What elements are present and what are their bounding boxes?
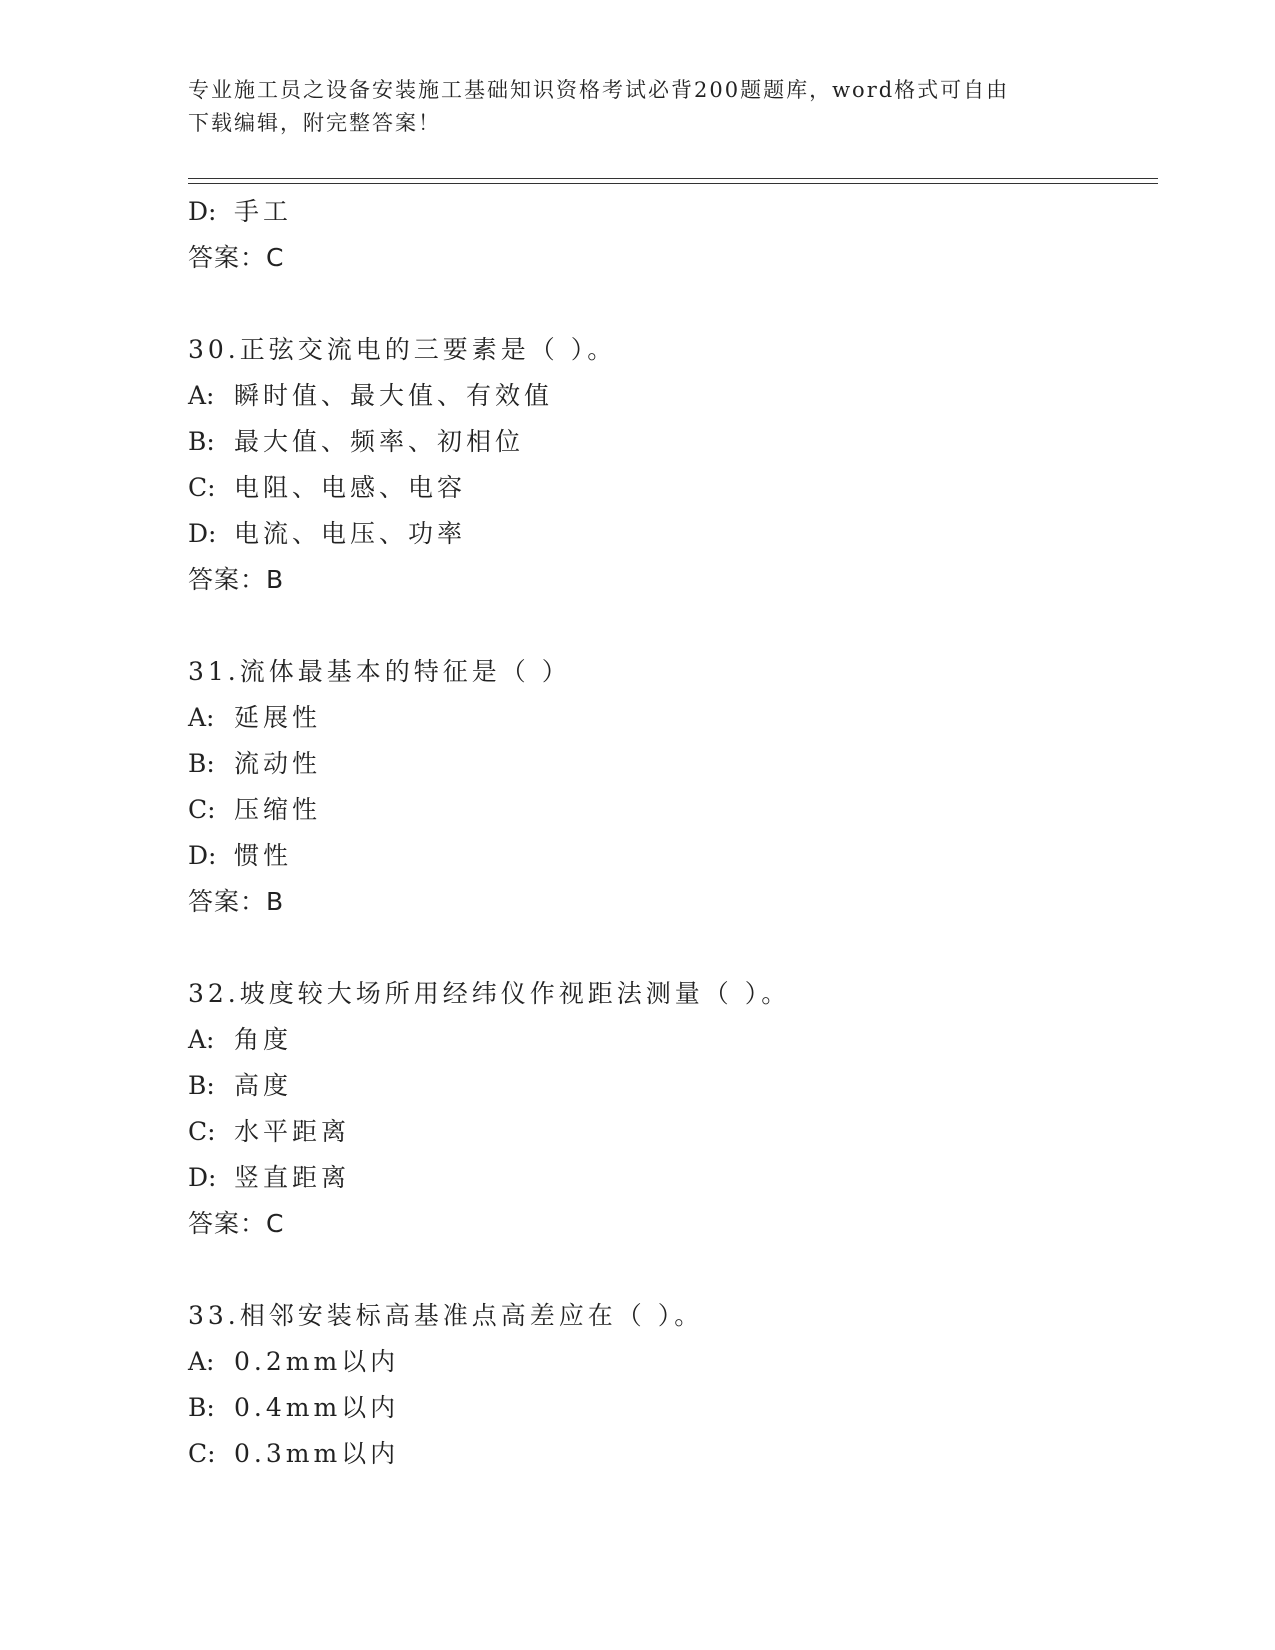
option-b bbox=[188, 419, 1158, 465]
option-text: 0.4mm以内 bbox=[234, 1393, 400, 1422]
option-d bbox=[188, 1155, 1158, 1201]
spacer bbox=[188, 281, 1158, 327]
option-label: D: bbox=[188, 1163, 217, 1192]
question-31 bbox=[188, 649, 1158, 925]
option-text: 0.3mm以内 bbox=[234, 1439, 400, 1468]
option-text: 流动性 bbox=[234, 749, 322, 778]
option-label: D: bbox=[188, 841, 217, 870]
answer: 答案：C bbox=[188, 1209, 285, 1238]
option-text: 最大值、频率、初相位 bbox=[234, 427, 525, 456]
question-33 bbox=[188, 1293, 1158, 1477]
option-text: 瞬时值、最大值、有效值 bbox=[234, 381, 554, 410]
option-text: 0.2mm以内 bbox=[234, 1347, 400, 1376]
option-d bbox=[188, 833, 1158, 879]
option-label: C: bbox=[188, 473, 216, 502]
option-c bbox=[188, 1109, 1158, 1155]
question-stem: 32.坡度较大场所用经纬仪作视距法测量（ ）。 bbox=[188, 979, 791, 1008]
option-label: B: bbox=[188, 749, 215, 778]
previous-answer: 答案：C bbox=[188, 243, 285, 272]
question-list bbox=[188, 189, 1158, 1477]
option-text: 惯性 bbox=[234, 841, 293, 870]
option-b bbox=[188, 1385, 1158, 1431]
option-c bbox=[188, 1431, 1158, 1477]
option-text: 角度 bbox=[234, 1025, 293, 1054]
header-divider-bottom bbox=[188, 183, 1158, 184]
option-a bbox=[188, 373, 1158, 419]
option-label: D: bbox=[188, 519, 217, 548]
question-stem: 31.流体最基本的特征是（ ） bbox=[188, 657, 571, 686]
spacer bbox=[188, 1247, 1158, 1293]
option-a bbox=[188, 1017, 1158, 1063]
option-label: B: bbox=[188, 1071, 215, 1100]
previous-option-d bbox=[188, 189, 1158, 235]
option-text: 手工 bbox=[234, 197, 293, 226]
option-text: 高度 bbox=[234, 1071, 293, 1100]
question-30 bbox=[188, 327, 1158, 603]
header-divider-top bbox=[188, 178, 1158, 179]
option-text: 电流、电压、功率 bbox=[234, 519, 467, 548]
option-label: A: bbox=[188, 1025, 215, 1054]
option-text: 电阻、电感、电容 bbox=[234, 473, 467, 502]
question-32 bbox=[188, 971, 1158, 1247]
document-header bbox=[188, 74, 1088, 140]
option-c bbox=[188, 465, 1158, 511]
option-label: B: bbox=[188, 427, 215, 456]
option-b bbox=[188, 741, 1158, 787]
option-a bbox=[188, 1339, 1158, 1385]
question-stem: 30.正弦交流电的三要素是（ ）。 bbox=[188, 335, 617, 364]
option-label: A: bbox=[188, 1347, 215, 1376]
option-label: C: bbox=[188, 795, 216, 824]
spacer bbox=[188, 603, 1158, 649]
option-a bbox=[188, 695, 1158, 741]
option-label: A: bbox=[188, 703, 215, 732]
header-title-line2: 下载编辑，附完整答案！ bbox=[188, 111, 441, 135]
question-stem: 33.相邻安装标高基准点高差应在（ ）。 bbox=[188, 1301, 704, 1330]
option-label: C: bbox=[188, 1117, 216, 1146]
answer: 答案：B bbox=[188, 565, 285, 594]
header-title-line1: 专业施工员之设备安装施工基础知识资格考试必背200题题库，word格式可自由 bbox=[188, 78, 1010, 102]
answer: 答案：B bbox=[188, 887, 285, 916]
option-text: 压缩性 bbox=[234, 795, 322, 824]
option-label: B: bbox=[188, 1393, 215, 1422]
option-label: D: bbox=[188, 197, 217, 226]
option-b bbox=[188, 1063, 1158, 1109]
option-text: 竖直距离 bbox=[234, 1163, 351, 1192]
option-d bbox=[188, 511, 1158, 557]
spacer bbox=[188, 925, 1158, 971]
option-label: A: bbox=[188, 381, 215, 410]
option-c bbox=[188, 787, 1158, 833]
option-label: C: bbox=[188, 1439, 216, 1468]
option-text: 延展性 bbox=[234, 703, 322, 732]
option-text: 水平距离 bbox=[234, 1117, 351, 1146]
